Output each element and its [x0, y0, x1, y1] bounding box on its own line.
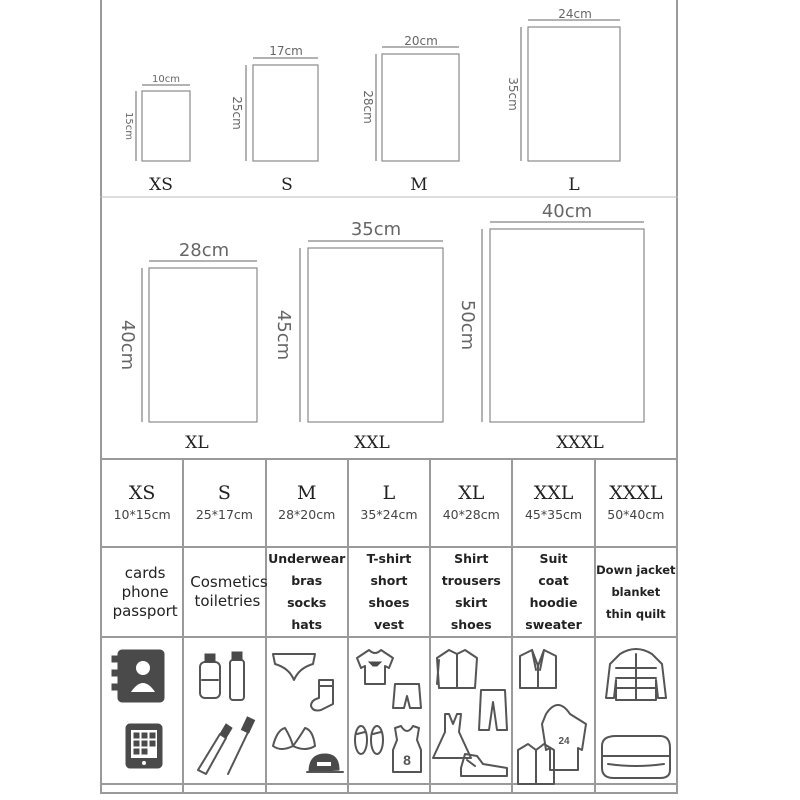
items-cell-xxxl: [595, 547, 677, 637]
size-cell-xxxl: [595, 459, 677, 547]
vest-icon: [393, 726, 421, 772]
bag-l-height: 35cm: [506, 77, 520, 111]
size-dims: 35*24cm: [360, 507, 418, 522]
bag-xxl-height: 45cm: [273, 309, 294, 361]
item-text: socks: [287, 595, 327, 610]
item-text: skirt: [455, 595, 488, 610]
bag-l-width: 24cm: [558, 7, 592, 21]
bag-m-shape: [382, 54, 459, 161]
item-text: bras: [291, 573, 323, 588]
bag-m-label: M: [410, 175, 428, 195]
underwear-icon: [273, 654, 315, 680]
bag-xl-width: 28cm: [178, 240, 230, 261]
hoodie-number: 24: [557, 736, 570, 747]
shirt-icon: [437, 650, 477, 688]
dress-icon: [433, 714, 471, 758]
size-cell-l: [348, 459, 430, 547]
size-row: [101, 459, 677, 547]
bag-xxxl-shape: [490, 229, 644, 422]
item-text: shoes: [450, 617, 492, 632]
bag-xs-height: 15cm: [123, 112, 134, 140]
items-cell-xxl: [512, 547, 594, 637]
items-cell-s: [183, 547, 268, 637]
bag-xl: [117, 240, 257, 453]
vest-number: 8: [403, 752, 411, 768]
size-name: L: [382, 482, 396, 504]
size-cell-s: [183, 459, 265, 547]
size-cell-xxl: [512, 459, 594, 547]
size-name: XXL: [533, 482, 574, 504]
bag-xxxl: [457, 201, 644, 453]
bra-icon: [273, 728, 315, 749]
icons-row: [101, 637, 677, 793]
bag-xs-shape: [142, 91, 190, 161]
size-dims: 45*35cm: [524, 507, 583, 522]
bag-m-height: 28cm: [361, 90, 375, 124]
item-text: coat: [538, 573, 569, 588]
bag-xl-height: 40cm: [117, 319, 138, 371]
folded-blanket-icon: [602, 736, 670, 778]
trousers-icon: [479, 690, 507, 730]
icons-cell-l: [348, 637, 430, 793]
item-text: trousers: [441, 573, 501, 588]
bag-xs-width: 10cm: [152, 74, 180, 85]
size-dims: 10*15cm: [113, 507, 171, 522]
item-text: thin quilt: [606, 607, 666, 621]
icons-cell-m: [266, 637, 348, 793]
shorts-icon: [393, 684, 421, 708]
bag-xxl: [273, 219, 443, 453]
size-name: XL: [458, 482, 485, 504]
bag-s: [230, 44, 318, 195]
item-text: Underwear: [268, 551, 346, 566]
bottles-icon: [200, 652, 244, 700]
items-cell-xl: [430, 547, 512, 637]
item-text: hats: [291, 617, 323, 632]
item-text: cards: [124, 563, 166, 582]
tablet-icon: [126, 724, 162, 768]
bag-xxl-label: XXL: [354, 433, 390, 453]
size-dims: 50*40cm: [607, 507, 665, 522]
slippers-icon: [355, 726, 383, 754]
size-cell-xs: [101, 459, 183, 547]
coat-icon: [518, 744, 554, 784]
item-text: shoes: [368, 595, 410, 610]
item-text: phone: [121, 582, 169, 601]
bag-xs: [123, 74, 190, 195]
item-text: Suit: [539, 551, 568, 566]
item-text: passport: [112, 601, 178, 620]
bag-s-shape: [253, 65, 318, 161]
bag-s-height: 25cm: [230, 96, 244, 130]
item-text: T-shirt: [366, 551, 412, 566]
bag-l: [506, 7, 620, 195]
item-text: hoodie: [529, 595, 578, 610]
bag-xl-shape: [149, 268, 257, 422]
toothbrush-toothpaste-icon: [198, 717, 255, 774]
bag-xxl-shape: [308, 248, 443, 422]
sock-icon: [311, 680, 333, 711]
item-text: toiletries: [194, 592, 261, 610]
size-guide-table: [100, 458, 678, 794]
size-name: M: [296, 482, 317, 504]
hoodie-icon: [542, 705, 586, 770]
item-text: blanket: [611, 585, 661, 599]
item-text: Shirt: [454, 551, 489, 566]
icons-cell-xxl: [512, 637, 594, 793]
size-dims: 25*17cm: [195, 507, 253, 522]
item-text: vest: [373, 617, 404, 632]
bag-xxl-width: 35cm: [350, 219, 402, 240]
item-text: Down jacket: [596, 563, 676, 577]
items-cell-m: [266, 547, 348, 637]
bag-xl-label: XL: [185, 433, 209, 453]
bag-l-label: L: [568, 175, 580, 195]
size-dims: 28*20cm: [278, 507, 336, 522]
size-cell-xl: [430, 459, 512, 547]
bag-xxxl-width: 40cm: [541, 201, 593, 222]
item-text: short: [370, 573, 408, 588]
icons-cell-xl: [430, 637, 512, 793]
address-book-icon: [112, 650, 164, 702]
cap-icon: [307, 754, 343, 772]
bag-s-label: S: [281, 175, 293, 195]
size-cell-m: [266, 459, 348, 547]
items-cell-l: [348, 547, 430, 637]
tshirt-icon: [357, 650, 393, 684]
bag-m: [361, 34, 459, 195]
down-jacket-icon: [606, 649, 666, 700]
size-name: XXXL: [609, 482, 663, 504]
size-name: S: [217, 482, 231, 504]
bag-xxxl-label: XXXL: [556, 433, 604, 453]
bag-xxxl-height: 50cm: [457, 299, 478, 351]
icons-cell-xxxl: [595, 637, 677, 793]
bag-xs-label: XS: [149, 175, 173, 195]
size-dims: 40*28cm: [442, 507, 500, 522]
bag-l-shape: [528, 27, 620, 161]
size-name: XS: [128, 482, 156, 504]
bag-m-width: 20cm: [404, 34, 438, 48]
icons-cell-xs: [101, 637, 183, 793]
icons-cell-s: [183, 637, 265, 793]
items-cell-xs: [101, 547, 183, 637]
item-text: sweater: [525, 617, 582, 632]
item-text: Cosmetics: [190, 573, 268, 591]
suit-icon: [520, 650, 556, 688]
bag-s-width: 17cm: [269, 44, 303, 58]
items-row: [101, 547, 677, 637]
